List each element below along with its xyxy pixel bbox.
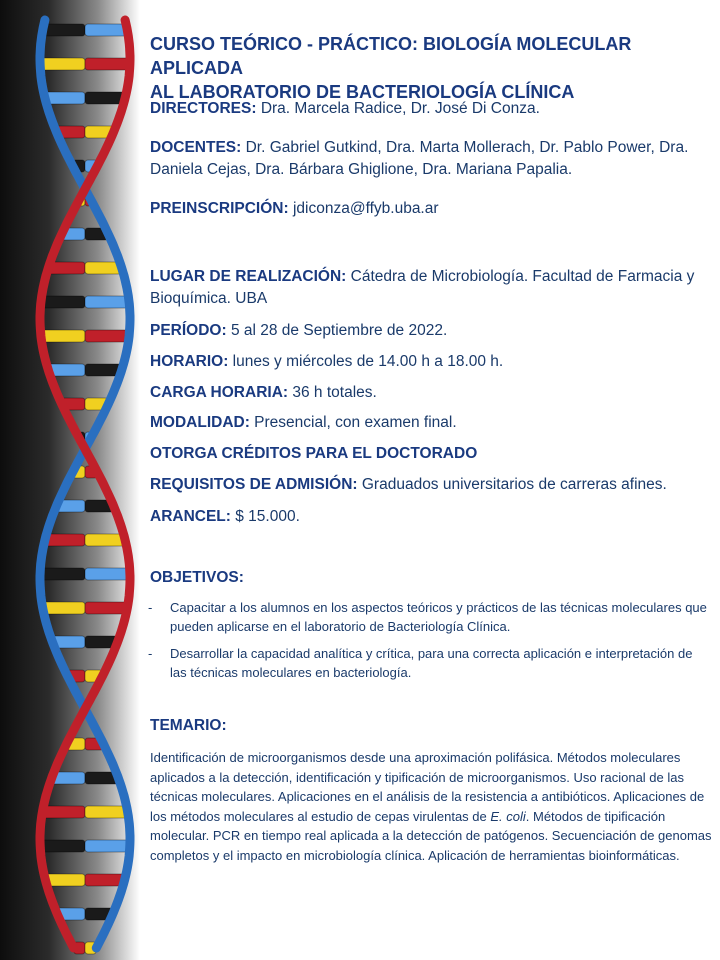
- bullet-dash: -: [148, 646, 153, 661]
- horario-label: HORARIO:: [150, 353, 229, 370]
- requisitos-value: Graduados universitarios de carreras afines.: [357, 476, 667, 493]
- helix-rung: [85, 296, 129, 308]
- dna-helix-illustration: [0, 0, 160, 960]
- directores-line: [150, 98, 715, 120]
- requisitos-line: [150, 474, 715, 496]
- temario-text-before: Identificación de microorganismos desde una aproximación polifásica. Métodos moleculares aplicados a la detección, identificación y tipificación de microorganismos. Uso racional de las técnicas moleculares. Aplicaciones en el análisis de la resistencia a antibióticos. Aplicaciones de los métodos moleculares al estudio de cepas virulentas de: [150, 750, 705, 824]
- list-item: [148, 644, 708, 682]
- helix-rung: [43, 24, 85, 36]
- docentes-value: Dr. Gabriel Gutkind, Dra. Marta Mollerach, Dr. Pablo Power, Dra. Daniela Cejas, Dra. Bárbara Ghiglione, Dra. Mariana Papalia.: [150, 139, 689, 178]
- modalidad-label: MODALIDAD:: [150, 414, 250, 431]
- horario-line: [150, 351, 715, 373]
- temario-paragraph: [150, 748, 715, 865]
- helix-rung: [85, 330, 129, 342]
- objetivo-text: Desarrollar la capacidad analítica y crítica, para una correcta aplicación e interpretación de las técnicas moleculares en bacteriología.: [170, 646, 693, 680]
- helix-rung: [40, 568, 85, 580]
- lugar-line: [150, 266, 715, 310]
- modalidad-line: [150, 412, 715, 434]
- helix-rung: [85, 806, 128, 818]
- bullet-dash: -: [148, 600, 153, 615]
- directores-value: Dra. Marcela Radice, Dr. José Di Conza.: [256, 100, 540, 117]
- periodo-label: PERÍODO:: [150, 322, 227, 339]
- helix-rung: [40, 840, 85, 852]
- objetivos-heading: OBJETIVOS:: [150, 569, 244, 586]
- helix-rung: [85, 58, 130, 70]
- helix-rung: [45, 874, 85, 886]
- carga-line: [150, 382, 715, 404]
- temario-text-after: . Métodos de tipificación molecular. PCR en tiempo real aplicada a la detección de patógenos. Secuenciación de genomas completos y el impacto en microbiología clínica. Aplicación de herramientas bioinformáticas.: [150, 808, 712, 863]
- periodo-value: 5 al 28 de Septiembre de 2022.: [226, 322, 448, 339]
- arancel-line: [150, 506, 715, 528]
- helix-rung: [85, 602, 127, 614]
- objetivo-text: Capacitar a los alumnos en los aspectos teóricos y prácticos de las técnicas moleculares que pueden aplicarse en el laboratorio de Bacteriología Clínica.: [170, 600, 707, 634]
- lugar-label: LUGAR DE REALIZACIÓN:: [150, 268, 347, 285]
- helix-rung: [45, 534, 85, 546]
- helix-rung: [45, 92, 85, 104]
- modalidad-value: Presencial, con examen final.: [249, 414, 457, 431]
- helix-rung: [40, 58, 85, 70]
- temario-text-italic: E. coli: [490, 808, 526, 824]
- docentes-line: [150, 137, 715, 181]
- helix-rung: [85, 874, 125, 886]
- helix-rung: [85, 534, 125, 546]
- arancel-value: $ 15.000.: [230, 508, 300, 525]
- helix-rung: [85, 24, 127, 36]
- otorga-label: OTORGA CRÉDITOS PARA EL DOCTORADO: [150, 445, 478, 462]
- course-title-line2: AL LABORATORIO DE BACTERIOLOGÍA CLÍNICA: [150, 82, 575, 102]
- list-item: [148, 598, 708, 636]
- arancel-label: ARANCEL:: [150, 508, 231, 525]
- temario-heading: TEMARIO:: [150, 717, 227, 734]
- horario-value: lunes y miércoles de 14.00 h a 18.00 h.: [228, 353, 504, 370]
- helix-rung: [41, 296, 85, 308]
- directores-label: DIRECTORES:: [150, 100, 257, 117]
- otorga-line: [150, 443, 715, 465]
- periodo-line: [150, 320, 715, 342]
- helix-rung: [41, 330, 85, 342]
- preinscripcion-line: [150, 198, 715, 220]
- helix-rung: [43, 602, 85, 614]
- helix-rung: [42, 806, 85, 818]
- docentes-label: DOCENTES:: [150, 139, 242, 156]
- helix-rung: [85, 840, 130, 852]
- course-title-line1: CURSO TEÓRICO - PRÁCTICO: BIOLOGÍA MOLECULAR APLICADA: [150, 34, 632, 78]
- course-title: [150, 32, 715, 104]
- preinscripcion-email[interactable]: jdiconza@ffyb.uba.ar: [288, 200, 439, 217]
- preinscripcion-label: PREINSCRIPCIÓN:: [150, 200, 289, 217]
- carga-value: 36 h totales.: [288, 384, 377, 401]
- carga-label: CARGA HORARIA:: [150, 384, 289, 401]
- helix-rung: [85, 92, 125, 104]
- helix-rung: [85, 568, 130, 580]
- requisitos-label: REQUISITOS DE ADMISIÓN:: [150, 476, 358, 493]
- objetivos-list: [148, 598, 708, 690]
- lugar-value: Cátedra de Microbiología. Facultad de Farmacia y Bioquímica. UBA: [150, 268, 695, 307]
